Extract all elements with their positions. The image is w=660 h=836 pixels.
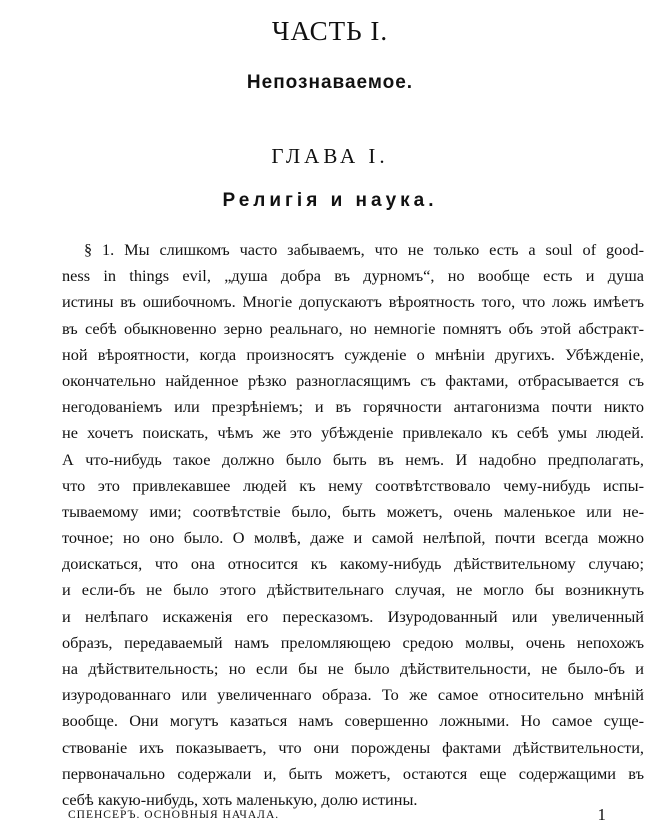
text-line: тываемому ими; соотвѣтствіе было, быть можетъ, очень маленькое или не- — [62, 501, 644, 521]
text-line: А что-нибудь такое должно было быть въ немъ. И надобно предполагать, — [62, 449, 644, 469]
text-line: въ себѣ обыкновенно зерно реальнаго, но немногіе помнятъ объ этой абстракт- — [62, 318, 644, 338]
text-line: изуродованнаго или увеличеннаго образа. То же самое относительно мнѣній — [62, 685, 644, 705]
text-line: и если-бъ не было этого дѣйствительнаго случая, не могло бы возникнуть — [62, 580, 644, 600]
text-line: истины въ ошибочномъ. Многіе допускаютъ вѣроятность того, что ложь имѣетъ — [62, 292, 644, 312]
text-line: первоначально содержали и, быть можетъ, остаются еще содержащими въ — [62, 763, 644, 783]
page-footer — [68, 804, 640, 826]
text-line: и нелѣпаго искаженія его пересказомъ. Изуродованный или увеличенный — [62, 606, 644, 626]
signature-number: 1 — [597, 805, 606, 824]
text-line: вообще. Они могутъ казаться намъ совершенно ложными. Но самое суще- — [62, 711, 644, 731]
text-line: точное; но оно было. О молвѣ, даже и самой нелѣпой, почти всегда можно — [62, 528, 644, 548]
text-line: ной вѣроятности, когда произносятъ сужденіе о мнѣніи другихъ. Убѣжденіе, — [62, 344, 644, 364]
text-line: окончательно найденное рѣзко разногласящимъ съ фактами, отбрасывается съ — [62, 370, 644, 390]
text-line: § 1. Мы слишкомъ часто забываемъ, что не только есть a soul of good- — [84, 240, 644, 259]
text-line: негодованіемъ или презрѣніемъ; и въ горячности антагонизма почти никто — [62, 397, 644, 417]
text-line: ness in things evil, „душа добра въ дурномъ“, но вообще есть и душа — [62, 266, 644, 286]
chapter-subtitle: Религія и наука. — [222, 190, 438, 211]
text-line: на дѣйствительность; но если бы не было дѣйствительности, не было-бъ и — [62, 659, 644, 678]
part-subtitle: Непознаваемое. — [246, 72, 414, 93]
text-line: доискаться, что она относится къ какому-нибудь дѣйствительному случаю; — [62, 554, 644, 574]
part-title: ЧАСТЬ I. — [271, 16, 389, 46]
chapter-title: ГЛАВА I. — [271, 144, 389, 168]
text-line: образъ, передаваемый намъ преломляющею средою молвы, очень непохожъ — [62, 632, 644, 652]
text-line: что это привлекавшее людей къ нему соотвѣтствовало чему-нибудь испы- — [62, 475, 644, 495]
body-paragraph — [62, 237, 644, 813]
text-line: ствованіе ихъ показываетъ, что они порождены фактами дѣйствительности, — [62, 737, 644, 757]
running-footer-title: СПЕНСЕРЪ. ОСНОВНЫЯ НАЧАЛА. — [68, 809, 280, 821]
text-line: не хочетъ поискать, чѣмъ же это убѣжденіе привлекало къ себѣ умы людей. — [62, 423, 644, 443]
text-line: себѣ какую-нибудь, хоть маленькую, долю истины. — [62, 789, 418, 809]
